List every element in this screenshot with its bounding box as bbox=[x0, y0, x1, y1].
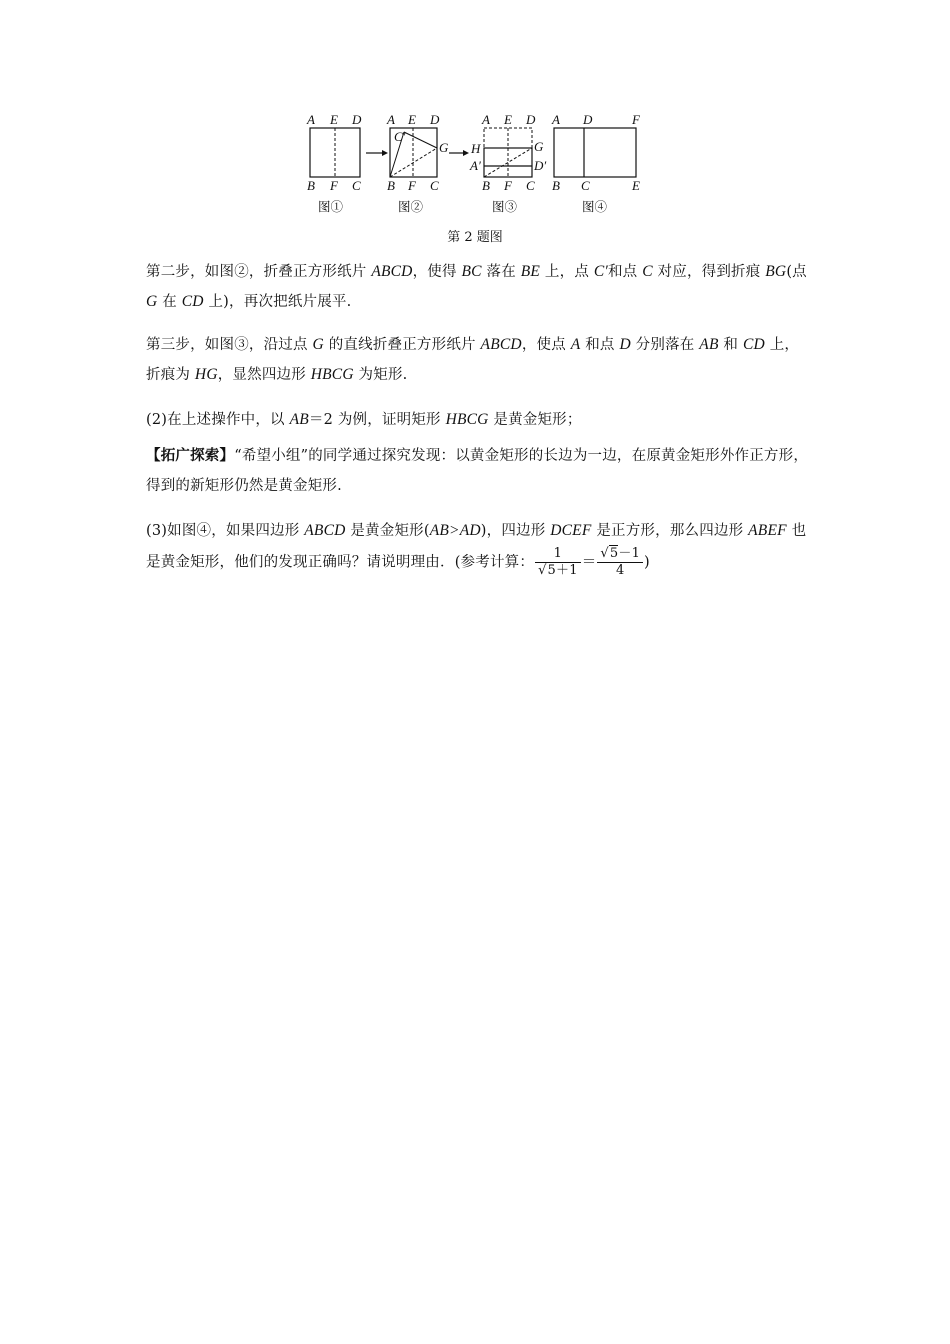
fig4-label-d: D bbox=[583, 112, 593, 127]
math-var: G bbox=[146, 293, 158, 310]
text: 第二步，如图②，折叠正方形纸片 bbox=[146, 264, 372, 280]
section-heading: 【拓广探索】 bbox=[146, 447, 235, 464]
paragraph-step2 bbox=[146, 257, 810, 317]
fig3-label-h: H bbox=[471, 141, 481, 156]
sqrt-radicand: 5 bbox=[547, 563, 557, 578]
math-var: A bbox=[570, 336, 581, 353]
math-var: DCEF bbox=[550, 522, 592, 539]
text: 在 bbox=[157, 294, 182, 310]
fig3-label-a: A bbox=[482, 112, 490, 127]
paragraph-question-3 bbox=[146, 516, 810, 579]
fig4-label-f: F bbox=[632, 112, 640, 127]
text: ＋1 bbox=[556, 563, 578, 578]
text: (3)如图④，如果四边形 bbox=[146, 523, 305, 539]
text: 是正方形，那么四边形 bbox=[591, 523, 749, 539]
fig1-label-f: F bbox=[330, 178, 338, 193]
text: 落在 bbox=[481, 264, 521, 280]
fig2-caption: 图② bbox=[398, 199, 424, 214]
fig2-label-cprime: C′ bbox=[394, 129, 406, 144]
text: 和点 bbox=[607, 264, 643, 280]
fig3-caption: 图③ bbox=[492, 199, 518, 214]
text: ，显然四边形 bbox=[217, 367, 311, 383]
figure-3 bbox=[469, 112, 546, 214]
math-var: C′ bbox=[593, 263, 608, 280]
text: 也是黄金矩形，他们的发现正确吗？请说明理由．(参考计算： bbox=[146, 523, 807, 571]
text: ＝2 为例，证明矩形 bbox=[308, 412, 446, 428]
fraction-numerator: 1 bbox=[535, 546, 581, 563]
text: 上)，再次把纸片展平. bbox=[203, 294, 352, 310]
math-var: HBCG bbox=[310, 366, 354, 383]
fraction-denominator: √5＋1 bbox=[538, 563, 578, 578]
fig3-label-f: F bbox=[504, 178, 512, 193]
text: 上，折痕为 bbox=[146, 337, 800, 383]
fig2-label-a: A bbox=[387, 112, 395, 127]
text: (2)在上述操作中，以 bbox=[146, 412, 290, 428]
math-var: HBCG bbox=[445, 411, 489, 428]
figure-caption: 第 2 题图 bbox=[447, 230, 503, 245]
fraction-numerator: √5－1 bbox=[597, 546, 643, 563]
fig2-line-cprime-g bbox=[404, 132, 437, 148]
fig2-crease-bg bbox=[390, 148, 437, 177]
math-var: C bbox=[642, 263, 653, 280]
figure-1 bbox=[306, 112, 362, 214]
text: ) bbox=[644, 554, 650, 571]
fig3-label-c: C bbox=[526, 178, 535, 193]
figure-4 bbox=[551, 112, 641, 214]
fig1-label-a: A bbox=[307, 112, 315, 127]
math-var: BE bbox=[520, 263, 541, 280]
math-var: D bbox=[619, 336, 631, 353]
fig2-label-c: C bbox=[430, 178, 439, 193]
text: )，四边形 bbox=[480, 523, 551, 539]
text: 的直线折叠正方形纸片 bbox=[323, 337, 481, 353]
math-var: HG bbox=[194, 366, 218, 383]
fig4-label-c: C bbox=[581, 178, 590, 193]
text: (点 bbox=[786, 264, 807, 280]
fig1-label-d: D bbox=[352, 112, 362, 127]
fraction-reference bbox=[535, 546, 581, 579]
text: 上，点 bbox=[540, 264, 594, 280]
math-var: ABEF bbox=[748, 522, 787, 539]
math-var: CD bbox=[181, 293, 204, 310]
fig2-label-e: E bbox=[408, 112, 416, 127]
math-var: CD bbox=[742, 336, 765, 353]
fig3-label-d: D bbox=[526, 112, 536, 127]
fraction-denominator: 4 bbox=[615, 563, 625, 578]
text: 和点 bbox=[580, 337, 620, 353]
figure-2 bbox=[386, 112, 449, 214]
fig4-caption: 图④ bbox=[582, 199, 608, 214]
fig1-caption: 图① bbox=[318, 199, 344, 214]
text: ，使得 bbox=[412, 264, 462, 280]
fig4-label-b: B bbox=[552, 178, 560, 193]
fraction-result bbox=[597, 546, 643, 579]
text: 是黄金矩形( bbox=[345, 523, 430, 539]
math-var: ABCD bbox=[371, 263, 413, 280]
arrow-icon bbox=[449, 150, 469, 156]
fig2-label-g: G bbox=[439, 140, 449, 155]
math-var: BC bbox=[461, 263, 482, 280]
paragraph-question-2 bbox=[146, 405, 810, 435]
text: 为矩形. bbox=[353, 367, 408, 383]
fig4-label-a: A bbox=[552, 112, 560, 127]
fig1-label-b: B bbox=[307, 178, 315, 193]
fig2-label-d: D bbox=[430, 112, 440, 127]
math-var: ABCD bbox=[480, 336, 522, 353]
fig1-label-c: C bbox=[352, 178, 361, 193]
fig3-crease-bg bbox=[484, 148, 532, 177]
text: ，使点 bbox=[521, 337, 571, 353]
text: －1 bbox=[618, 546, 641, 561]
fig3-label-b: B bbox=[482, 178, 490, 193]
text: 和 bbox=[718, 337, 743, 353]
math-var: G bbox=[312, 336, 324, 353]
sqrt-radicand: 5 bbox=[609, 546, 619, 561]
arrow-icon bbox=[366, 150, 388, 156]
text: 是黄金矩形； bbox=[488, 412, 582, 428]
equals-sign: ＝ bbox=[581, 554, 597, 571]
fig2-label-b: B bbox=[387, 178, 395, 193]
math-var: ABCD bbox=[304, 522, 346, 539]
math-var: AB bbox=[289, 411, 309, 428]
fold-diagrams bbox=[300, 108, 650, 228]
text: 分别落在 bbox=[630, 337, 700, 353]
math-var: AB bbox=[699, 336, 719, 353]
fig3-label-aprime: A′ bbox=[470, 158, 481, 173]
fig4-label-e: E bbox=[632, 178, 640, 193]
text: 第三步，如图③，沿过点 bbox=[146, 337, 313, 353]
text: 对应，得到折痕 bbox=[652, 264, 766, 280]
paragraph-explore bbox=[146, 441, 810, 501]
math-var: AB>AD bbox=[429, 522, 481, 539]
fig1-label-e: E bbox=[330, 112, 338, 127]
fig4-rect-abef bbox=[554, 128, 636, 177]
fig3-label-dprime: D′ bbox=[534, 158, 547, 173]
paragraph-step3 bbox=[146, 330, 810, 390]
text: “希望小组”的同学通过探究发现：以黄金矩形的长边为一边，在原黄金矩形外作正方形，得到的新矩形仍然是黄金矩形. bbox=[146, 448, 809, 494]
fig3-label-e: E bbox=[504, 112, 512, 127]
fig3-label-g: G bbox=[534, 139, 544, 154]
fig2-label-f: F bbox=[408, 178, 416, 193]
math-var: BG bbox=[765, 263, 787, 280]
